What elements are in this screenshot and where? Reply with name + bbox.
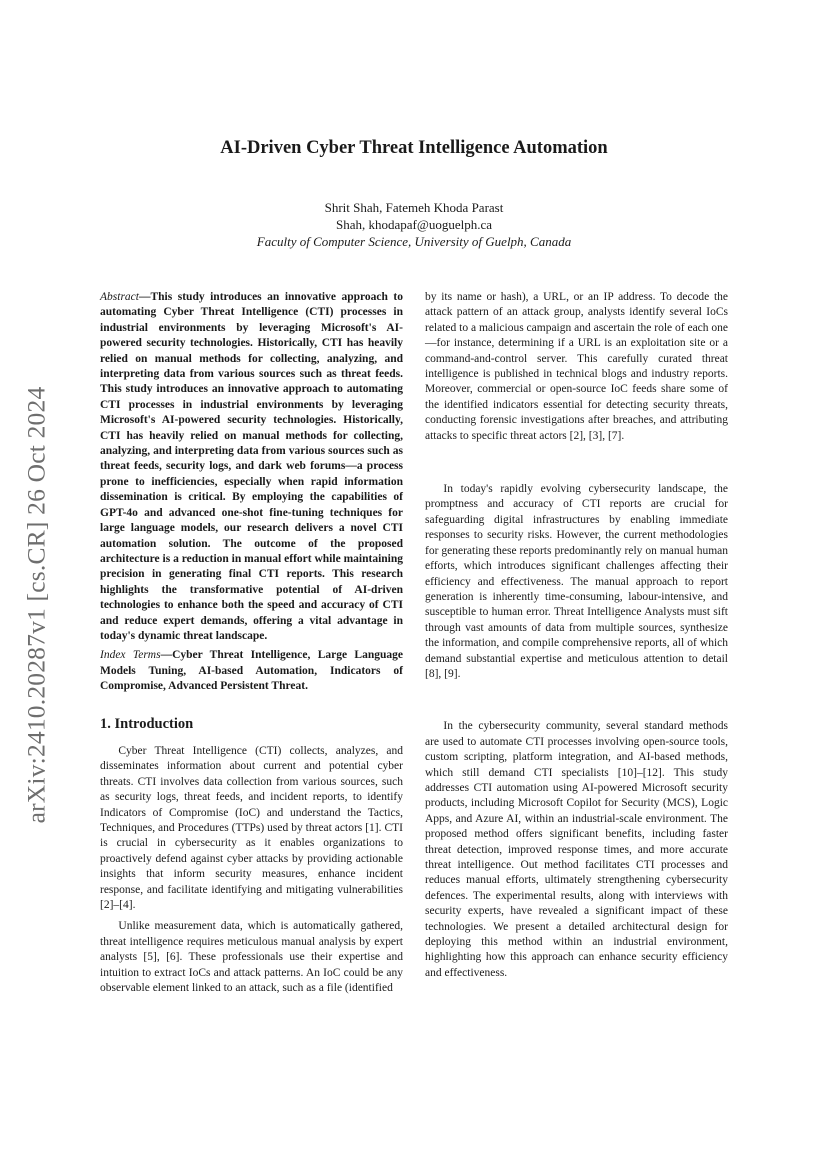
- abstract-text: —This study introduces an innovative approach to automating Cyber Threat Intelligence (CTI) processes in industrial environments by leveraging Microsoft's AI-powered security technologies. Historically, CTI has heavily relied on manual methods for collecting, analyzing, and interpreting data from various sources such as threat feeds. This study introduces an innovative approach to automating CTI processes in industrial environments by leveraging Microsoft's AI-powered security technologies. Historically, CTI has heavily relied on manual methods for collecting, analyzing, and interpreting data from various sources such as threat feeds, security logs, and dark web forums—a process prone to inefficiencies, especially when rapid information dissemination is critical. By employing the capabilities of GPT-4o and advanced one-shot fine-tuning techniques for large language models, our research delivers a novel CTI automation solution. The outcome of the proposed architecture is a reduction in manual effort while maintaining precision in generating final CTI reports. This research highlights the transformative potential of AI-driven technologies to enhance both the speed and accuracy of CTI and reduce expert demands, offering a vital advantage in today's dynamic threat landscape.: [100, 291, 403, 642]
- abstract: [100, 290, 403, 644]
- paragraph: Cyber Threat Intelligence (CTI) collects, analyzes, and disseminates information about current and potential cyber threats. CTI involves data collection from various sources, such as security logs, threat feeds, and incident reports, to identify Indicators of Compromise (IoC) and understand the Tactics, Techniques, and Procedures (TTPs) used by threat actors [1]. CTI is crucial in cybersecurity as it enables organizations to proactively defend against cyber attacks by providing actionable insights that inform security measures, enhance incident response, and facilitate identifying and mitigating vulnerabilities [2]–[4].: [100, 744, 403, 912]
- author-emails: Shah, khodapaf@uoguelph.ca: [335, 217, 492, 232]
- abstract-lead: Abstract: [100, 291, 139, 303]
- arxiv-identifier: [20, 360, 52, 850]
- paragraph: Unlike measurement data, which is automatically gathered, threat intelligence requires meticulous manual analysis by expert analysts [5], [6]. These professionals use their expertise and intuition to extract IoCs and attack patterns. An IoC could be any observable element linked to an attack, such as a file (identified: [100, 920, 403, 995]
- left-column: [100, 290, 403, 996]
- index-terms: [100, 648, 403, 694]
- index-terms-lead: Index Terms: [100, 649, 161, 662]
- paragraph: by its name or hash), a URL, or an IP address. To decode the attack pattern of an attack group, analysts identify several IoCs related to a malicious campaign and ascertain the role of each one—for instance, determining if a URL is an exploitation site or a command-and-control server. This carefully curated threat intelligence is published in technical blogs and industry reports. Moreover, commercial or open-source IoC feeds share some of the identified indicators essential for detecting security threats, conducting forensic investigations after breaches, and attributing attacks to specific threat actors [2], [3], [7].: [425, 291, 729, 442]
- section-heading: 1. Introduction: [100, 715, 194, 732]
- author-affiliation: Faculty of Computer Science, University of Guelph, Canada: [256, 234, 572, 249]
- paper-title: AI-Driven Cyber Threat Intelligence Automation: [220, 138, 608, 158]
- arxiv-id-text: arXiv:2410.20287v1 [cs.CR] 26 Oct 2024: [21, 386, 50, 824]
- right-column: [425, 290, 728, 981]
- paragraph: In today's rapidly evolving cybersecurity landscape, the promptness and accuracy of CTI reports are crucial for safeguarding digital infrastructures by enabling immediate responses to security risks. However, the current methodologies for generating these reports predominantly rely on manual human efforts, which introduces significant challenges affecting their efficiency and effectiveness. The manual approach to report generation is inherently time-consuming, labour-intensive, and susceptible to human error. Threat Intelligence Analysts must sift through vast amounts of data from multiple sources, synthesize the information, and compile comprehensive reports, all of which demand substantial expertise and meticulous attention to detail [8], [9].: [425, 483, 728, 680]
- author-block: [0, 199, 828, 250]
- index-terms-text: —Cyber Threat Intelligence, Large Language Models Tuning, AI-based Automation, Indicators of Compromise, Advanced Persistent Threat.: [100, 649, 403, 693]
- paragraph: In the cybersecurity community, several standard methods are used to automate CTI processes involving open-source tools, custom scripting, platform integration, and AI-based methods, which still demand CTI specialists [10]–[12]. This study addresses CTI automation using AI-powered Microsoft security products, including Microsoft Copilot for Security (MCS), Logic Apps, and Azure AI, within an industrial-scale environment. The proposed method offers significant benefits, including faster threat detection, improved response times, and more accurate threat intelligence. Out method facilitates CTI processes and reduces manual efforts, ultimately strengthening cybersecurity defences. The experimental results, along with interviews with security experts, have revealed a significant impact of these technologies. We present a detailed architectural design for deploying this method within an industrial environment, highlighting how this approach can enhance security efficiency and effectiveness.: [425, 720, 728, 979]
- author-names: Shrit Shah, Fatemeh Khoda Parast: [324, 200, 504, 215]
